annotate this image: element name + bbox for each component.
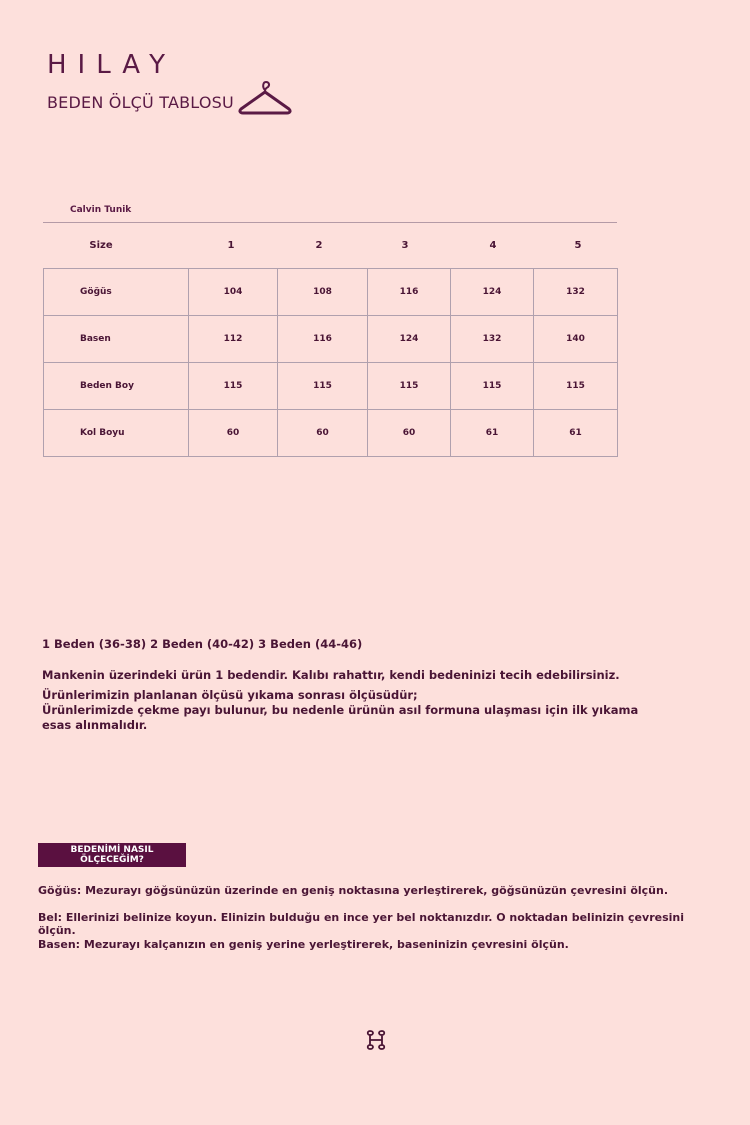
table-cell: 115 bbox=[189, 363, 278, 410]
size-4: 4 bbox=[489, 240, 497, 251]
how-to-measure-button[interactable]: BEDENİMİ NASIL ÖLÇECEĞİM? bbox=[38, 843, 186, 867]
size-3: 3 bbox=[401, 240, 409, 251]
waist-instruction: Bel: Ellerinizi belinize koyun. Elinizin bulduğu en ince yer bel noktanızdır. O noktadan belinizin çevresini ölçün. bbox=[38, 911, 684, 937]
size-header-row bbox=[43, 240, 617, 256]
wash-note-line-3: esas alınmalıdır. bbox=[42, 718, 148, 732]
table-cell: 116 bbox=[278, 316, 368, 363]
row-label-gogus: Göğüs bbox=[44, 269, 189, 316]
table-cell: 112 bbox=[189, 316, 278, 363]
table-cell: 60 bbox=[189, 410, 278, 457]
table-cell: 124 bbox=[451, 269, 534, 316]
brand-logo: HILAY bbox=[47, 50, 176, 80]
size-chart-table bbox=[43, 268, 618, 457]
table-cell: 124 bbox=[368, 316, 451, 363]
table-cell: 115 bbox=[534, 363, 618, 410]
table-cell: 61 bbox=[534, 410, 618, 457]
table-cell: 140 bbox=[534, 316, 618, 363]
table-cell: 60 bbox=[278, 410, 368, 457]
row-label-kol-boyu: Kol Boyu bbox=[44, 410, 189, 457]
table-cell: 115 bbox=[451, 363, 534, 410]
table-cell: 132 bbox=[534, 269, 618, 316]
chest-instruction: Göğüs: Mezurayı göğsünüzün üzerinde en geniş noktasına yerleştirerek, göğsünüzün çevresini ölçün. bbox=[38, 884, 669, 897]
size-5: 5 bbox=[574, 240, 582, 251]
table-row bbox=[44, 363, 618, 410]
table-cell: 132 bbox=[451, 316, 534, 363]
table-cell: 108 bbox=[278, 269, 368, 316]
product-name: Calvin Tunik bbox=[70, 205, 132, 215]
table-cell: 104 bbox=[189, 269, 278, 316]
size-1: 1 bbox=[227, 240, 235, 251]
model-size-note: Mankenin üzerindeki ürün 1 bedendir. Kalıbı rahattır, kendi bedeninizi tecih edebilirsiniz. bbox=[42, 668, 620, 682]
table-cell: 115 bbox=[368, 363, 451, 410]
size-label: Size bbox=[89, 240, 113, 251]
divider bbox=[43, 222, 617, 223]
table-cell: 61 bbox=[451, 410, 534, 457]
table-row bbox=[44, 410, 618, 457]
size-range-note: 1 Beden (36-38) 2 Beden (40-42) 3 Beden (44-46) bbox=[42, 637, 363, 651]
row-label-beden-boy: Beden Boy bbox=[44, 363, 189, 410]
wash-note-line-1: Ürünlerimizin planlanan ölçüsü yıkama sonrası ölçüsüdür; bbox=[42, 688, 418, 702]
table-row bbox=[44, 269, 618, 316]
table-cell: 116 bbox=[368, 269, 451, 316]
wash-note-line-2: Ürünlerimizde çekme payı bulunur, bu nedenle ürünün asıl formuna ulaşması için ilk yıkama bbox=[42, 703, 639, 717]
hanger-icon bbox=[238, 78, 292, 116]
table-cell: 115 bbox=[278, 363, 368, 410]
size-2: 2 bbox=[315, 240, 323, 251]
page-title: BEDEN ÖLÇÜ TABLOSU bbox=[47, 93, 234, 112]
table-row bbox=[44, 316, 618, 363]
table-cell: 60 bbox=[368, 410, 451, 457]
row-label-basen: Basen bbox=[44, 316, 189, 363]
hilay-monogram-logo bbox=[366, 1029, 386, 1051]
hip-instruction: Basen: Mezurayı kalçanızın en geniş yerine yerleştirerek, baseninizin çevresini ölçün. bbox=[38, 938, 569, 951]
